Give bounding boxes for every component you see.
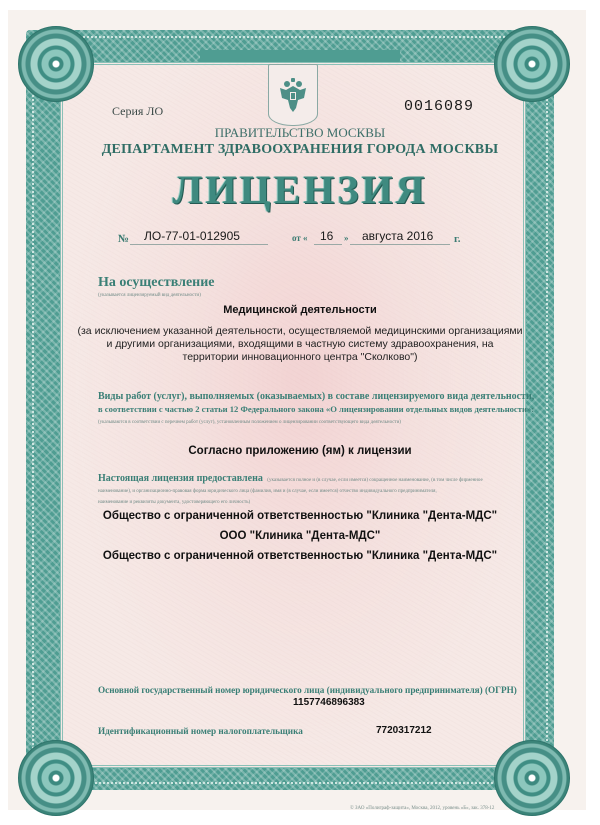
coat-of-arms-icon bbox=[268, 64, 318, 126]
department-name: ДЕПАРТАМЕНТ ЗДРАВООХРАНЕНИЯ ГОРОДА МОСКВЫ bbox=[101, 142, 499, 157]
licensee-short-name: ООО "Клиника "Дента-МДС" bbox=[219, 530, 381, 542]
series-label: Серия ЛО bbox=[112, 104, 164, 118]
double-headed-eagle-icon bbox=[278, 76, 308, 114]
licensee-label-block bbox=[98, 471, 518, 508]
year-suffix: г. bbox=[454, 233, 461, 245]
number-label: № bbox=[118, 233, 130, 245]
licensee-hint: наименование и реквизиты документа, удостоверяющего его личность) bbox=[98, 500, 251, 505]
document-title: ЛИЦЕНЗИЯ bbox=[172, 167, 428, 212]
printer-note: © ЗАО «Полиграф-защита», Москва, 2012, уровень «Б», зак. 378-12 bbox=[350, 806, 495, 811]
activity-exception bbox=[0, 325, 600, 364]
license-day: 16 bbox=[320, 229, 334, 243]
serial-number: 0016089 bbox=[404, 98, 475, 115]
licensee-brand-name: Общество с ограниченной ответственностью "Клиника "Дента-МДС" bbox=[102, 550, 498, 562]
exception-line: (за исключением указанной деятельности, осуществляемой медицинскими организациями bbox=[77, 325, 523, 337]
works-value: Согласно приложению (ям) к лицензии bbox=[188, 445, 412, 457]
activity-hint: (указывается лицензируемый вид деятельности) bbox=[98, 293, 201, 298]
government-name: ПРАВИТЕЛЬСТВО МОСКВЫ bbox=[214, 125, 386, 140]
inn-label: Идентификационный номер налогоплательщика bbox=[98, 726, 303, 736]
inn-value: 7720317212 bbox=[376, 725, 432, 736]
license-number: ЛО-77-01-012905 bbox=[144, 229, 240, 243]
licensee-hint: наименование), и организационно-правовая форма юридического лица (фамилия, имя и (в случае, если имеется) отчество индивидуального предпринимателя, bbox=[98, 489, 437, 494]
works-hint: (указываются в соответствии с перечнем работ (услуг), установленным положением о лицензировании соответствующего вида деятельности) bbox=[98, 420, 401, 425]
day-close-quote: » bbox=[344, 233, 349, 243]
works-label-line: Виды работ (услуг), выполняемых (оказываемых) в составе лицензируемого вида деятельности, bbox=[98, 391, 535, 402]
exception-line: территории инновационного центра "Сколково") bbox=[182, 351, 418, 363]
activity-label: На осуществление bbox=[98, 275, 215, 290]
from-label: от « bbox=[292, 233, 308, 243]
works-label bbox=[98, 390, 535, 416]
license-month-year: августа 2016 bbox=[362, 229, 434, 243]
ogrn-label: Основной государственный номер юридического лица (индивидуального предпринимателя) (ОГРН) bbox=[98, 685, 517, 695]
ogrn-value: 1157746896383 bbox=[293, 697, 365, 708]
licensee-hint: (указывается полное и (в случае, если имеется) сокращенное наименование, (в том числе фирменное bbox=[267, 478, 483, 483]
works-label-line: в соответствии с частью 2 статьи 12 Федерального закона «О лицензировании отдельных видов деятельности»: bbox=[98, 404, 535, 414]
activity-value: Медицинской деятельности bbox=[223, 304, 377, 316]
exception-line: и другими организациями, входящими в частную систему здравоохранения, на bbox=[106, 338, 494, 350]
licensee-label: Настоящая лицензия предоставлена bbox=[98, 473, 263, 484]
licensee-full-name: Общество с ограниченной ответственностью "Клиника "Дента-МДС" bbox=[102, 510, 498, 522]
